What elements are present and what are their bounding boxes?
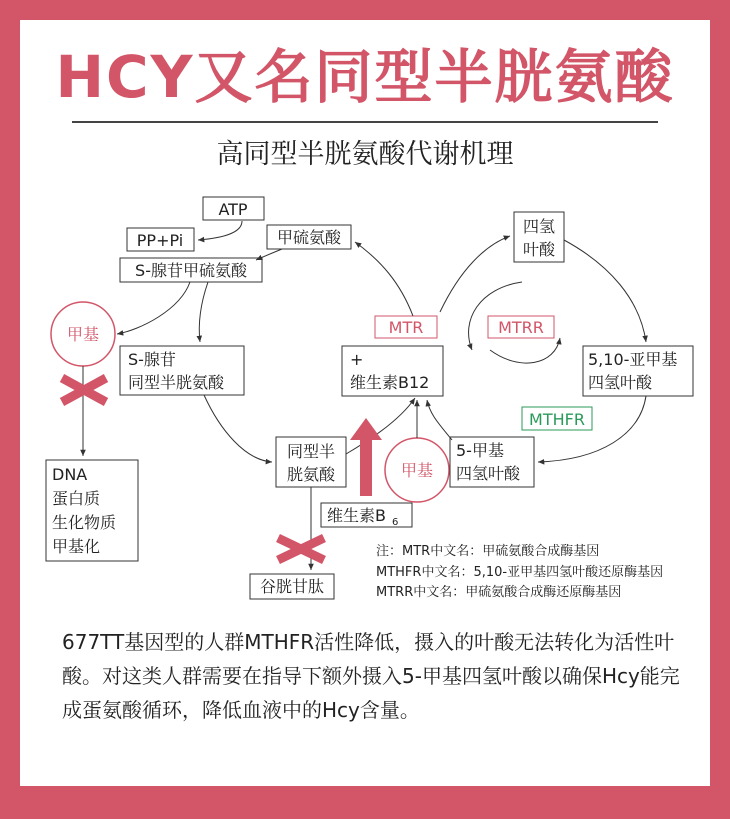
- methionine-label: 甲硫氨酸: [276, 228, 342, 247]
- atp-label: ATP: [218, 200, 248, 219]
- mthf-5-label-2: 四氢叶酸: [456, 464, 521, 483]
- vitamin-b6-label: 维生素B: [327, 506, 386, 525]
- hcy-label-1: 同型半: [286, 442, 336, 461]
- sah-label-1: S-腺苷: [128, 350, 176, 369]
- vitamin-b6-subscript: 6: [392, 517, 399, 528]
- arrow-icon: [117, 282, 190, 334]
- dna-label-3: 生化物质: [52, 513, 117, 532]
- main-title: HCY又名同型半胱氨酸: [55, 43, 675, 111]
- mthf-510-node: [583, 346, 693, 396]
- mtrr-node: [488, 316, 554, 338]
- mthfr-label: MTHFR: [529, 410, 585, 429]
- b12-label-2: 维生素B12: [350, 373, 430, 392]
- pppi-node: [127, 228, 194, 251]
- dna-label-1: DNA: [52, 465, 88, 484]
- up-arrow-icon: [350, 418, 382, 496]
- mtr-label: MTR: [388, 318, 424, 337]
- glutathione-label: 谷胱甘肽: [259, 577, 325, 596]
- arrow-icon: [355, 242, 413, 316]
- sam-node: [120, 258, 262, 282]
- thf-label-2: 叶酸: [522, 240, 556, 259]
- note-mthfr: MTHFR中文名：5,10-亚甲基四氢叶酸还原酶基因: [376, 565, 664, 580]
- vitamin-b12-node: [342, 346, 443, 396]
- arrow-icon: [427, 400, 452, 440]
- thf-node: [514, 212, 564, 262]
- notes: [376, 543, 663, 600]
- sah-label-2: 同型半胱氨酸: [128, 373, 225, 392]
- methyl-center-node: [385, 438, 449, 502]
- dna-label-4: 甲基化: [52, 537, 101, 556]
- description-text: 677TT基因型的人群MTHFR活性降低，摄入的叶酸无法转化为活性叶酸。对这类人群需要在指导下额外摄入5-甲基四氢叶酸以确保Hcy能完成蛋氨酸循环，降低血液中的Hcy含量。: [62, 630, 680, 722]
- sam-label: S-腺苷甲硫氨酸: [135, 261, 247, 280]
- hcy-label-2: 胱氨酸: [286, 465, 336, 484]
- mthfr-node: [522, 407, 592, 430]
- b12-label-1: +: [350, 350, 364, 369]
- arrow-icon: [199, 282, 208, 342]
- pppi-label: PP+Pi: [136, 231, 184, 250]
- cross-block-icon: [278, 538, 324, 560]
- diagram-subtitle: 高同型半胱氨酸代谢机理: [216, 139, 514, 170]
- arrow-icon: [490, 338, 560, 363]
- sah-node: [120, 346, 244, 395]
- mthf-5-label-1: 5-甲基: [456, 441, 504, 460]
- vitamin-b6-node: [321, 503, 412, 528]
- glutathione-node: [250, 574, 334, 599]
- methyl-left-node: [51, 302, 115, 366]
- methyl-left-label: 甲基: [66, 325, 100, 344]
- mtr-node: [375, 316, 437, 338]
- cross-block-icon: [62, 378, 106, 402]
- thf-label-1: 四氢: [522, 217, 556, 236]
- content-card: [20, 20, 710, 786]
- atp-node: [203, 197, 264, 220]
- methionine-node: [267, 225, 351, 249]
- mthf-5-node: [450, 437, 534, 487]
- mtrr-label: MTRR: [498, 318, 544, 337]
- arrow-icon: [204, 395, 272, 462]
- hcy-node: [276, 437, 346, 487]
- metabolism-diagram: [20, 20, 710, 620]
- arrow-icon: [440, 236, 510, 312]
- dna-methylation-node: [46, 460, 138, 561]
- dna-label-2: 蛋白质: [52, 489, 101, 508]
- note-mtrr: MTRR中文名：甲硫氨酸合成酶还原酶基因: [376, 585, 622, 600]
- arrow-icon: [198, 221, 242, 240]
- mthf-510-label-2: 四氢叶酸: [588, 373, 653, 392]
- methyl-center-label: 甲基: [400, 461, 434, 480]
- arrow-icon: [256, 249, 282, 260]
- mthf-510-label-1: 5,10-亚甲基: [588, 350, 678, 369]
- arrow-icon: [564, 240, 646, 342]
- note-mtr: 注：MTR中文名：甲硫氨酸合成酶基因: [376, 544, 600, 559]
